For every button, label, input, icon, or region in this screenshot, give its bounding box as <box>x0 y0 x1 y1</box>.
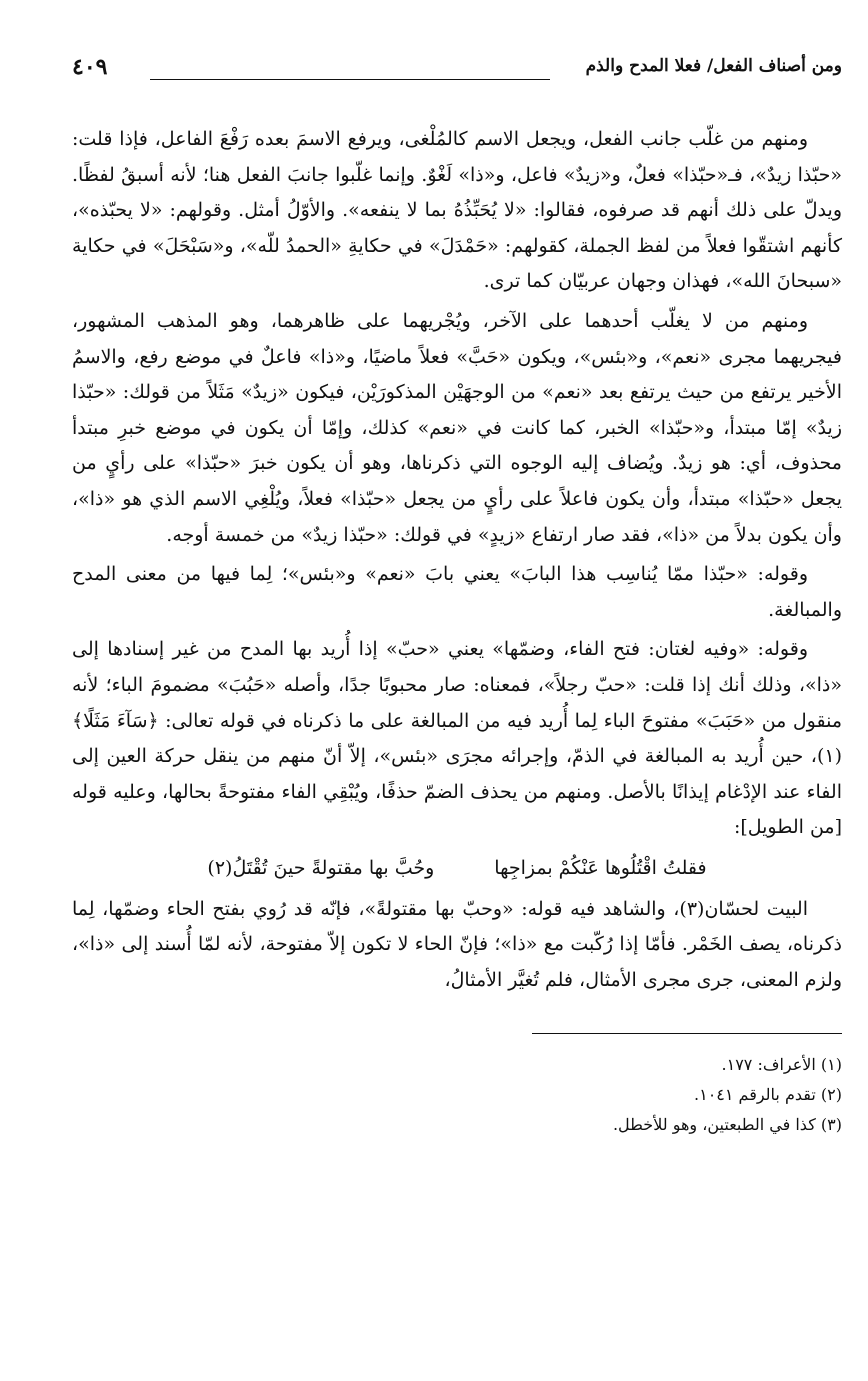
footnote-1: (١) الأعراف: ١٧٧. <box>721 1054 842 1074</box>
header-rule <box>150 79 550 80</box>
paragraph-5: البيت لحسّان(٣)، والشاهد فيه قوله: «وحبّ بها مقتولةً»، فإنّه قد رُوي بفتح الحاء وضمّها، لِما ذكرناه، يصف الخَمْر. فأمّا إذا رُكّبت مع «ذا»؛ فإنّ الحاء لا تكون إلاّ مفتوحة، لأنه لمّا أُسند إلى «ذا»، ولزم المعنى، جرى مجرى الأمثال، فلم تُغيَّر الأمثالُ، <box>72 897 842 992</box>
main-text <box>72 122 842 999</box>
footnote-rule <box>532 1033 842 1034</box>
running-header <box>72 52 842 92</box>
page-number: ٤٠٩ <box>72 54 108 80</box>
chapter-title: ومن أصناف الفعل/ فعلا المدح والذم <box>585 56 842 76</box>
verse-first-hemistich: فقلتُ اقْتُلُوها عَنْكُمْ بمزاجِها <box>494 856 707 879</box>
book-page <box>72 52 842 1140</box>
verse-second-hemistich: وحُبَّ بها مقتولةً حينَ تُقْتَلُ(٢) <box>207 856 435 879</box>
paragraph-3: وقوله: «حبّذا ممّا يُناسِب هذا البابَ» يعني بابَ «نعم» و«بئس»؛ لِما فيها من معنى المدح والمبالغة. <box>72 563 842 621</box>
paragraph-2: ومنهم من لا يغلّب أحدهما على الآخر، ويُجْريهما على ظاهرهما، وهو المذهب المشهور، فيجريهما مجرى «نعم»، و«بئس»، ويكون «حَبَّ» فعلاً ماضيًا، و«ذا» فاعلٌ في موضع رفع، والاسمُ الأخير يرتفع من حيث يرتفع بعد «نعم» من الوجهَيْن المذكورَيْن، فيكون «زيدٌ» مَثَلاً من قولك: «حبّذا زيدٌ» إمّا مبتدأ، و«حبّذا» الخبر، كما كانت في «نعم» كذلك، وإمّا أن يكون في موضع خبرِ مبتدأ محذوف، أي: هو زيدٌ. ويُضاف إليه الوجوه التي ذكرناها، وهو أن يكون خبرَ «حبّذا» على رأيٍ من يجعل «حبّذا» مبتدأ، وأن يكون فاعلاً على رأيٍ من يجعل «حبّذا» فعلاً، ويُلْغِي الاسم الذي هو «ذا»، وأن يكون بدلاً من «ذا»، فقد صار ارتفاع «زيدٍ» في قولك: «حبّذا زيدٌ» من خمسة أوجه. <box>72 309 842 546</box>
footnote-3: (٣) كذا في الطبعتين، وهو للأخطل. <box>612 1114 842 1134</box>
footnotes <box>72 1050 842 1140</box>
paragraph-4: وقوله: «وفيه لغتان: فتح الفاء، وضمّها» يعني «حبّ» إذا أُريد بها المدح من غير إسنادها إلى «ذا»، وذلك أنك إذا قلت: «حبّ رجلاً»، فمعناه: صار محبوبًا جدًا، وأصله «حَبُبَ» مضمومَ الباء؛ لأنه منقول من «حَبَبَ» مفتوحَ الباء لِما أُريد فيه من المبالغة على ما ذكرناه في قوله تعالى: ﴿سَآءَ مَثَلًا﴾(١)، حين أُريد به المبالغة في الذمّ، وإجرائه مجرَى «بئس»، إلاّ أنّ منهم من ينقل حركة العين إلى الفاء عند الإدْغام إيذانًا بالأصل. ومنهم من يحذف الضمّ حذفًا، ويُبْقِي الفاء مفتوحةً بحالها، وعليه قوله [من الطويل]: <box>72 638 842 839</box>
footnote-2: (٢) تقدم بالرقم ١٠٤١. <box>694 1084 842 1104</box>
poetry-verse <box>72 850 842 886</box>
paragraph-1: ومنهم من غلّب جانب الفعل، ويجعل الاسم كالمُلْغى، ويرفع الاسمَ بعده رَفْعَ الفاعل، فإذا قلت: «حبّذا زيدٌ»، فـ«حبّذا» فعلٌ، و«زيدٌ» فاعل، و«ذا» لَغْوٌ. وإنما غلّبوا جانبَ الفعل هنا؛ لأنه أسبقُ لفظًا. ويدلّ على ذلك أنهم قد صرفوه، فقالوا: «لا يُحَبِّذُهُ بما لا ينفعه». والأوّلُ أمثل. وقولهم: «لا يحبّذه»، كأنهم اشتقّوا فعلاً من لفظ الجملة، كقولهم: «حَمْدَلَ» في حكايةِ «الحمدُ للّه»، و«سَبْحَلَ» في حكاية «سبحانَ الله»، فهذان وجهان عربيّان كما ترى. <box>72 128 842 293</box>
